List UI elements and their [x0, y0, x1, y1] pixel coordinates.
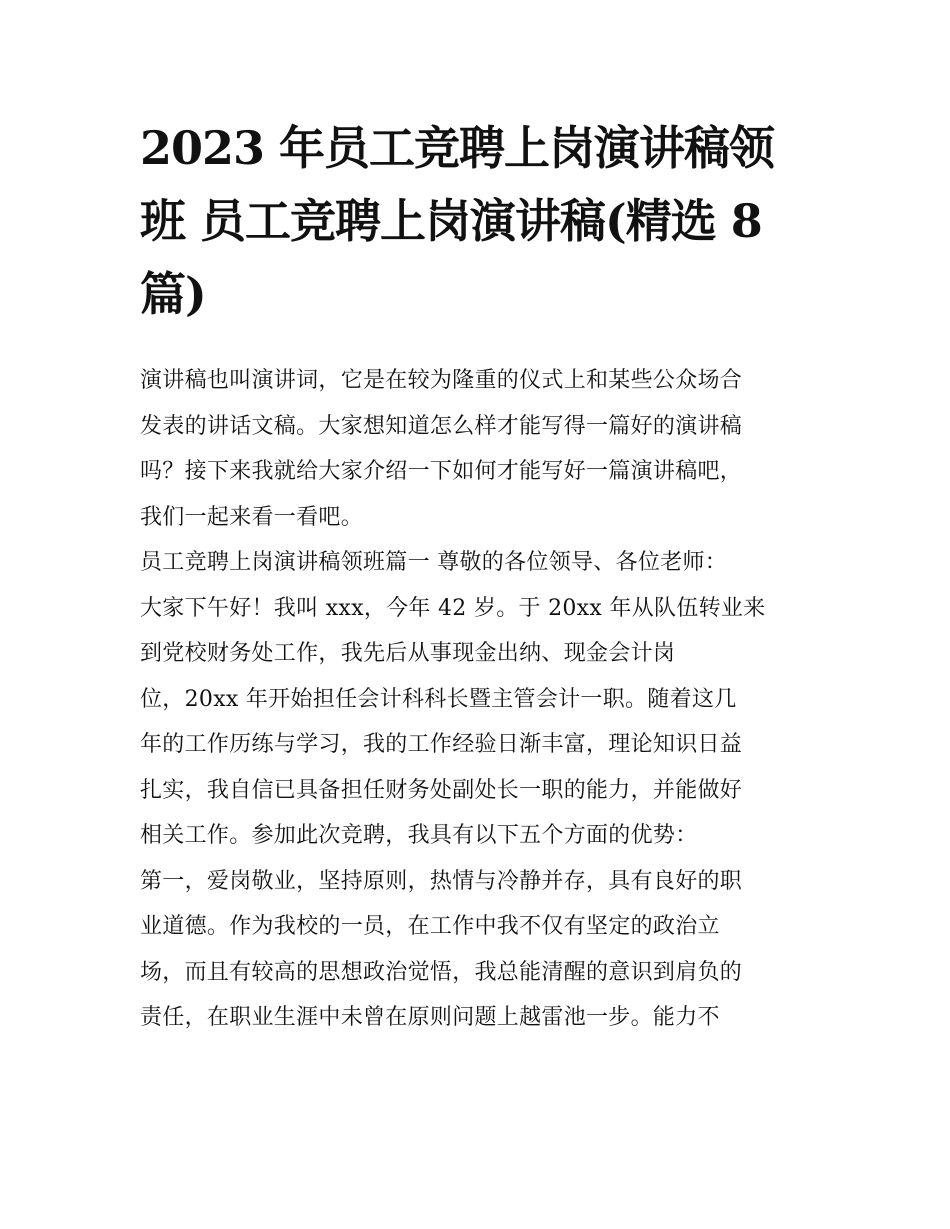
title-line: 班 员工竞聘上岗演讲稿(精选 8: [140, 194, 762, 248]
body-line: 第一，爱岗敬业，坚持原则，热情与冷静并存，具有良好的职: [140, 868, 743, 894]
body-line: 位，20xx 年开始担任会计科科长暨主管会计一职。随着这几: [140, 686, 737, 712]
body-line: 吗？接下来我就给大家介绍一下如何才能写好一篇演讲稿吧，: [140, 459, 743, 484]
body-line: 发表的讲话文稿。大家想知道怎么样才能写得一篇好的演讲稿: [140, 413, 743, 439]
body-line: 业道德。作为我校的一员，在工作中我不仅有坚定的政治立: [140, 914, 720, 939]
body-line: 扎实，我自信已具备担任财务处副处长一职的能力，并能做好: [140, 777, 743, 803]
body-line: 相关工作。参加此次竞聘，我具有以下五个方面的优势：: [140, 823, 698, 848]
body-line: 场，而且有较高的思想政治觉悟，我总能清醒的意识到肩负的: [140, 959, 743, 985]
body-line: 到党校财务处工作，我先后从事现金出纳、现金会计岗: [140, 641, 676, 666]
document-body: [140, 358, 820, 1041]
document-title: [140, 112, 820, 331]
body-line: 年的工作历练与学习，我的工作经验日渐丰富，理论知识日益: [140, 732, 743, 757]
body-line: 责任，在职业生涯中未曾在原则问题上越雷池一步。能力不: [140, 1005, 720, 1030]
title-line: 篇): [140, 267, 206, 321]
body-line: 演讲稿也叫演讲词，它是在较为隆重的仪式上和某些公众场合: [140, 368, 743, 393]
title-line: 2023 年员工竞聘上岗演讲稿领: [140, 121, 775, 175]
body-line: 我们一起来看一看吧。: [140, 504, 364, 530]
body-line: 员工竞聘上岗演讲稿领班篇一 尊敬的各位领导、各位老师：: [140, 550, 728, 575]
body-line: 大家下午好！我叫 xxx，今年 42 岁。于 20xx 年从队伍转业来: [140, 595, 766, 621]
